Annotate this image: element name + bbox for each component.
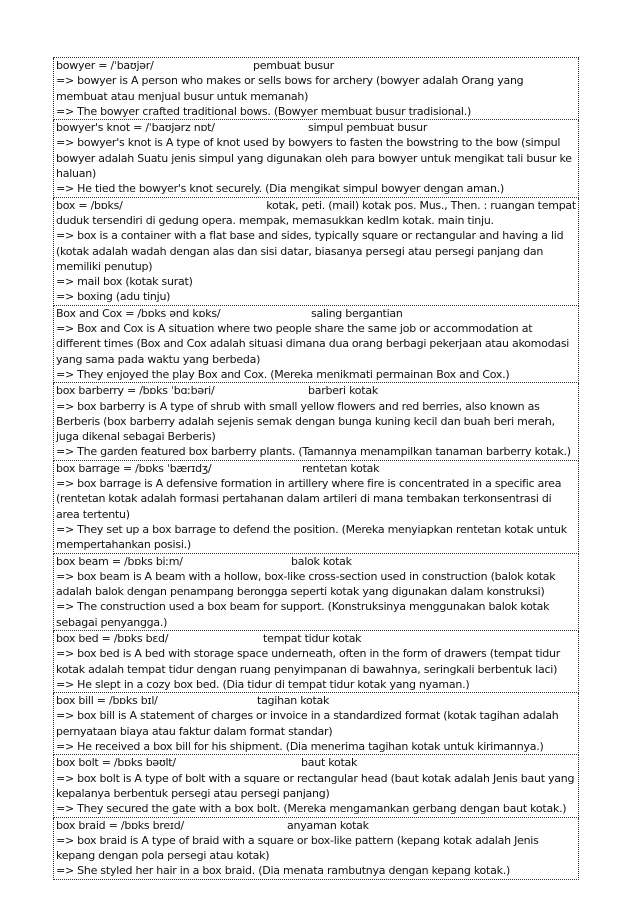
entry-term: box barrage = /bɒks ˈbærɪdʒ/ xyxy=(56,461,212,475)
entry-translation: balok kotak xyxy=(291,554,352,568)
entry-translation: simpul pembuat busur xyxy=(308,121,428,135)
entry-term: bowyer's knot = /ˈbaʊjərz nɒt/ xyxy=(56,121,215,135)
entry-term: Box and Cox = /bɒks ənd kɒks/ xyxy=(56,306,221,320)
entry-translation: baut kotak xyxy=(301,756,358,770)
entry-head xyxy=(56,198,576,213)
entry-definition: => box bill is A statement of charges or invoice in a standardized format (kotak tagihan adalah pernyataan biaya atau faktur dalam format standar) xyxy=(56,709,559,738)
entry-head xyxy=(56,306,576,321)
entry-head xyxy=(56,554,576,569)
entry-head xyxy=(56,58,576,73)
entry-example: => She styled her hair in a box braid. (Dia menata rambutnya dengan kepang kotak.) xyxy=(56,864,510,878)
entry-term: box bolt = /bɒks bəʊlt/ xyxy=(56,756,176,770)
entry-translation: tempat tidur kotak xyxy=(263,631,362,645)
entry-definition: => box beam is A beam with a hollow, box-like cross-section used in construction (balok kotak adalah balok dengan penampang berongga seperti kotak yang digunakan dalam konstruksi) xyxy=(56,569,556,599)
entry-head xyxy=(56,818,576,833)
entry-box-barberry xyxy=(53,383,579,460)
entry-example: => They set up a box barrage to defend the position. (Mereka menyiapkan rentetan kotak untuk mempertahankan posisi.) xyxy=(56,522,567,552)
entry-definition: => bowyer's knot is A type of knot used by bowyers to fasten the bowstring to the bow (simpul bowyer adalah Suatu jenis simpul yang digunakan oleh para bowyer untuk mengikat tali busur ke haluan) xyxy=(56,136,572,181)
entry-translation: tagihan kotak xyxy=(257,694,330,708)
entry-term: bowyer = /ˈbaʊjər/ xyxy=(56,59,154,72)
entry-bowyer xyxy=(53,58,579,120)
entry-term: box = /bɒks/ xyxy=(56,198,123,212)
entry-translation-continued: duduk tersendiri di gedung opera. mempak, memasukkan kedlm kotak. main tinju. xyxy=(56,213,494,227)
entry-box-beam xyxy=(53,554,579,631)
entry-translation: saling bergantian xyxy=(311,306,403,320)
entry-head xyxy=(56,461,576,476)
entry-translation: anyaman kotak xyxy=(287,818,369,832)
entry-head xyxy=(56,120,576,135)
entry-term: box bill = /bɒks bɪl/ xyxy=(56,694,158,708)
entry-term: box braid = /bɒks breɪd/ xyxy=(56,818,184,832)
entry-translation: pembuat busur xyxy=(253,59,334,72)
entry-head xyxy=(56,755,576,770)
entry-example: => He tied the bowyer's knot securely. (Dia mengikat simpul bowyer dengan aman.) xyxy=(56,182,504,196)
entry-head xyxy=(56,631,576,646)
entry-head xyxy=(56,383,576,398)
entry-example: => mail box (kotak surat) xyxy=(56,275,193,289)
entry-bowyers-knot xyxy=(53,120,579,197)
entry-definition: => box barberry is A type of shrub with small yellow flowers and red berries, also known as Berberis (box barberry adalah sejenis semak dengan bunga kuning kecil dan buah beri merah, juga dikenal sebagai Berberis) xyxy=(56,399,555,444)
entry-term: box bed = /bɒks bɛd/ xyxy=(56,631,169,645)
entry-box-and-cox xyxy=(53,306,579,383)
entry-example: => They secured the gate with a box bolt. (Mereka mengamankan gerbang dengan baut kotak.) xyxy=(56,802,567,816)
entry-example: => The garden featured box barberry plants. (Tamannya menampilkan tanaman barberry kotak.) xyxy=(56,445,571,459)
entry-example: => The bowyer crafted traditional bows. (Bowyer membuat busur tradisional.) xyxy=(56,104,472,118)
entry-box-bill xyxy=(53,693,579,755)
entry-definition: => box braid is A type of braid with a square or box-like pattern (kepang kotak adalah Jenis kepang dengan pola persegi atau kotak) xyxy=(56,833,539,863)
entry-translation: barberi kotak xyxy=(308,384,378,398)
entry-box-bolt xyxy=(53,755,579,817)
entry-head xyxy=(56,693,576,708)
entry-definition: => box barrage is A defensive formation in artillery where fire is concentrated in a specific area (rentetan kotak adalah formasi pertahanan dalam artileri di mana tembakan terkonsentrasi di area tertentu) xyxy=(56,477,562,521)
entry-term: box barberry = /bɒks ˈbɑːbəri/ xyxy=(56,384,215,398)
entry-definition: => box bolt is A type of bolt with a square or rectangular head (baut kotak adalah Jenis baut yang kepalanya berbentuk persegi atau persegi panjang) xyxy=(56,771,575,800)
entry-translation: kotak, peti. (mail) kotak pos. Mus., Then. : ruangan tempat xyxy=(266,198,576,212)
entry-box-braid xyxy=(53,818,579,880)
entry-box-barrage xyxy=(53,461,579,554)
entry-example: => He received a box bill for his shipment. (Dia menerima tagihan kotak untuk kirimannya.) xyxy=(56,740,544,754)
entry-definition: => bowyer is A person who makes or sells bows for archery (bowyer adalah Orang yang membuat atau menjual busur untuk memanah) xyxy=(56,74,524,103)
entry-example: => boxing (adu tinju) xyxy=(56,290,171,304)
entry-example: => The construction used a box beam for support. (Konstruksinya menggunakan balok kotak sebagai penyangga.) xyxy=(56,600,550,629)
entry-definition: => Box and Cox is A situation where two people share the same job or accommodation at different times (Box and Cox adalah situasi dimana dua orang berbagi pekerjaan atau akomodasi yang sama pada waktu yang berbeda) xyxy=(56,322,570,366)
entry-definition: => box is a container with a flat base and sides, typically square or rectangular and having a lid (kotak adalah wadah dengan alas dan sisi datar, biasanya persegi atau persegi panjang dan memiliki penutup) xyxy=(56,229,564,273)
entry-box xyxy=(53,198,579,306)
entry-translation: rentetan kotak xyxy=(302,461,380,475)
dictionary-document xyxy=(53,57,579,880)
entry-definition: => box bed is A bed with storage space underneath, often in the form of drawers (tempat tidur kotak adalah tempat tidur dengan ruang penyimpanan di bawahnya, seringkali berbentuk laci) xyxy=(56,647,560,676)
entry-term: box beam = /bɒks biːm/ xyxy=(56,554,183,568)
entry-example: => He slept in a cozy box bed. (Dia tidur di tempat tidur kotak yang nyaman.) xyxy=(56,677,470,691)
entry-box-bed xyxy=(53,631,579,693)
entry-example: => They enjoyed the play Box and Cox. (Mereka menikmati permainan Box and Cox.) xyxy=(56,367,510,381)
